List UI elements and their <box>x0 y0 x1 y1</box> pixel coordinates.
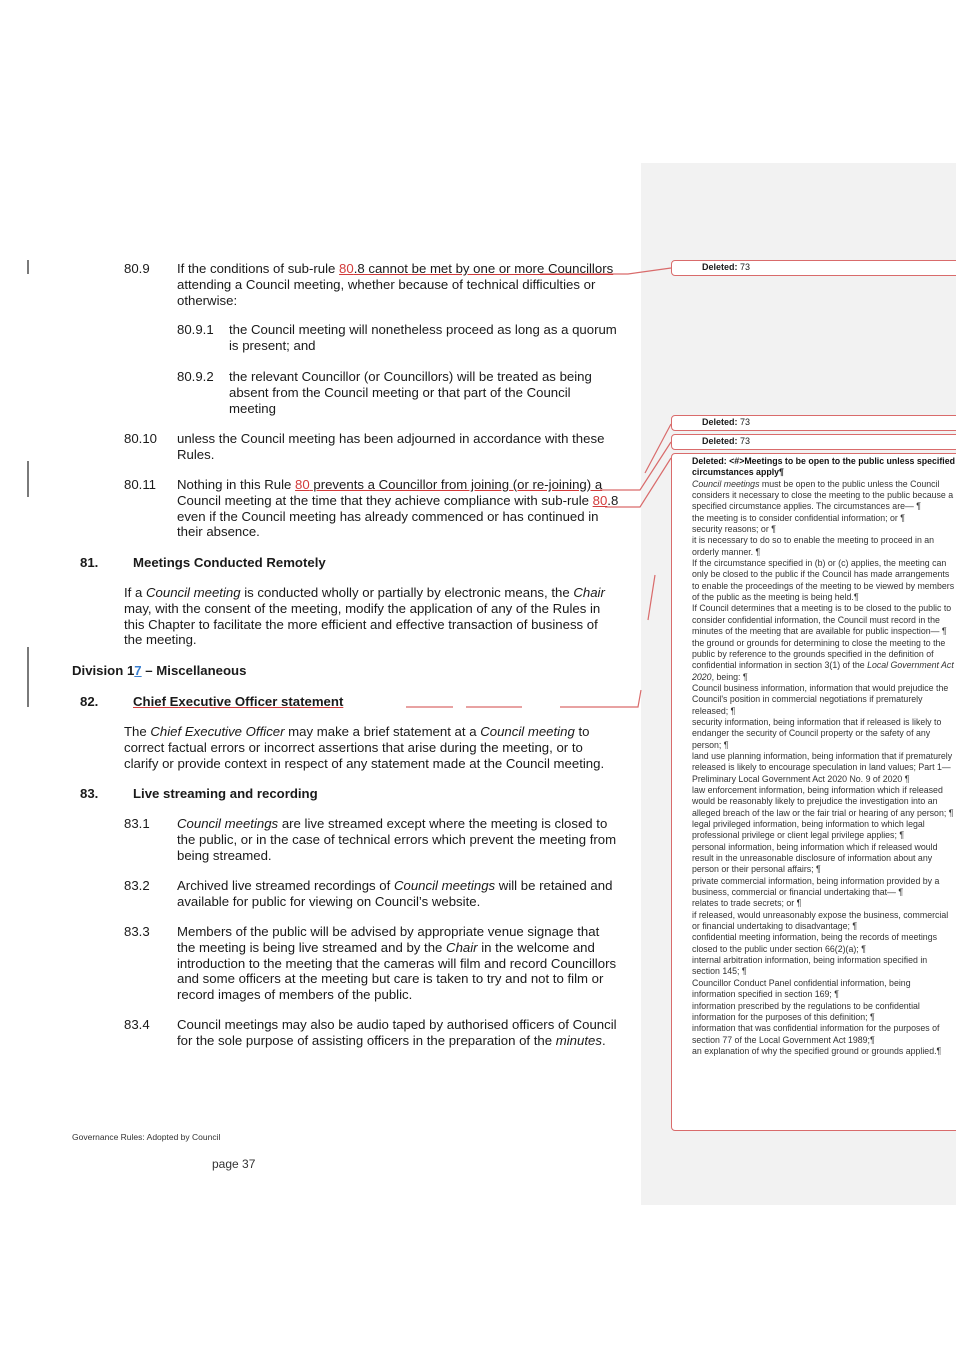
deleted-text: private commercial information, being information provided by a business, commercial or financial undertaking that— ¶ <box>692 875 940 898</box>
deleted-text: land use planning information, being information that if prematurely released is likely to encourage speculation in land values; Part 1—Preliminary Local Government Act 2020 No. 9 of 2020 ¶ <box>692 750 953 784</box>
rule-80-9-1-text <box>229 322 639 354</box>
section-title: Live streaming and recording <box>133 786 318 801</box>
deleted-text: Council business information, information that would prejudice the Council's position in commercial negotiations if prematurely released; ¶ <box>692 682 949 716</box>
deleted-heading: <#>Meetings to be open to the public unless specified circumstances apply¶ <box>692 456 956 478</box>
rule-80-10-text <box>177 431 637 463</box>
rule-83-3-text <box>177 924 637 1003</box>
section-title: Chief Executive Officer statement <box>133 694 344 709</box>
text: to <box>574 724 590 739</box>
text: the relevant Councillor (or Councillors) will be treated as being <box>229 369 592 384</box>
rule-83-2-text <box>177 878 637 910</box>
section-number: 83. <box>80 786 99 801</box>
comment-balloon[interactable] <box>671 415 956 431</box>
text: may make a brief statement at a <box>284 724 481 739</box>
deleted-text: information prescribed by the regulations to be confidential information for the purposes of this definition; ¶ <box>692 1000 920 1022</box>
section-82-text <box>124 724 629 771</box>
footer-title: Governance Rules: Adopted by Council <box>72 1132 221 1142</box>
text: absent from the Council meeting or that part of the Council <box>229 384 571 400</box>
text: attending a Council meeting, whether because of technical difficulties or <box>177 276 596 292</box>
text: is present; and <box>229 337 316 353</box>
deleted-text: 73 <box>740 417 751 427</box>
deleted-text: 73 <box>740 262 751 272</box>
section-number: 81. <box>80 555 99 570</box>
text: .8 <box>607 492 619 508</box>
text: the Council meeting will nonetheless proceed as long as a quorum <box>229 322 617 337</box>
connector-line <box>560 690 641 707</box>
deleted-label: Deleted: <box>702 262 738 272</box>
inserted-text: 80 <box>339 261 354 276</box>
deleted-text: the ground or grounds for determining to close the meeting to the public by reference to the grounds specified in the definition of confidential information in section 3(1) of the <box>692 637 946 671</box>
rule-80-11-text <box>177 477 637 540</box>
rule-83-1-text <box>177 816 637 863</box>
comment-balloon-large[interactable] <box>671 453 956 1131</box>
deleted-label: Deleted: <box>692 456 727 466</box>
rule-number: 83.2 <box>124 878 150 893</box>
deleted-label: Deleted: <box>702 436 738 446</box>
defined-term: Council meeting <box>480 724 575 739</box>
inserted-text: 80 <box>592 492 608 508</box>
rule-number: 83.4 <box>124 1017 150 1032</box>
deleted-text: an explanation of why the specified ground or grounds applied.¶ <box>692 1045 942 1056</box>
defined-term: minutes <box>555 1032 602 1048</box>
defined-term: Local Government Act 2020 <box>692 660 954 682</box>
rule-number: 80.9.2 <box>177 369 214 384</box>
rule-number: 83.3 <box>124 924 150 939</box>
deleted-text: internal arbitration information, being information specified in section 145; ¶ <box>692 955 928 977</box>
defined-term: Council meetings <box>177 816 279 831</box>
text: Archived live streamed recordings of <box>177 878 394 893</box>
text: the meeting. <box>124 632 197 648</box>
section-81-text <box>124 585 629 648</box>
text: available for public for viewing on Council’s website. <box>177 893 481 909</box>
text: Council meeting at the time that they achieve compliance with sub-rule <box>177 492 593 508</box>
deleted-text: Councillor Conduct Panel confidential information, being information specified in section 169; ¶ <box>692 977 911 1000</box>
rule-number: 80.9.1 <box>177 322 214 337</box>
rule-number: 80.11 <box>124 477 157 492</box>
inserted-text: 80 <box>295 477 310 492</box>
text: in the welcome and <box>477 939 595 955</box>
deleted-text: personal information, being information which if released would result in the unreasonable disclosure of information about any person or their personal affairs; ¶ <box>692 841 938 875</box>
text: and some officers at the meeting but care is taken to try and not to film or <box>177 971 604 987</box>
text: Division 1 <box>72 663 135 678</box>
text: . <box>601 1032 606 1048</box>
deleted-text: relates to trade secrets; or ¶ <box>692 898 802 909</box>
text: the meeting is being live streamed and by the <box>177 939 447 955</box>
deleted-text: confidential meeting information, being the records of meetings closed to the public under section 66(2)(a); ¶ <box>692 932 937 954</box>
defined-term: Council meetings <box>393 878 496 893</box>
inserted-text: 7 <box>134 663 142 678</box>
rule-80-9-text <box>177 261 637 308</box>
text: introduction to the meeting that the cameras will film and record Councillors <box>177 955 617 971</box>
rule-80-9-2-text <box>229 369 639 416</box>
deleted-text: information that was confidential information for the purposes of section 77 of the Local Government Act 1989;¶ <box>692 1023 940 1045</box>
text: Rules. <box>177 446 215 462</box>
text: record images of members of the public. <box>177 987 413 1003</box>
text: prevents a Councillor from joining (or re-joining) a <box>309 477 603 492</box>
text: Members of the public will be advised by appropriate venue signage that <box>177 924 600 939</box>
section-title: Meetings Conducted Remotely <box>133 555 326 570</box>
deleted-text: legal privileged information, being information to which legal professional privilege or client legal privilege applies; ¶ <box>692 819 925 841</box>
defined-term: Council meetings <box>692 478 760 489</box>
defined-term: Chief Executive Officer <box>150 724 285 739</box>
text: correct factual errors or incorrect assertions that arise during the meeting, or to <box>124 739 583 755</box>
defined-term: Chair <box>573 585 605 600</box>
connector-line <box>648 575 655 620</box>
defined-term: Council meeting <box>146 585 241 600</box>
text: unless the Council meeting has been adjourned in accordance with these <box>177 431 605 446</box>
division-heading <box>72 663 246 678</box>
deleted-text: law enforcement information, being information which if released would be reasonably likely to prejudice the investigation into an alleged breach of the law or the fair trial or hearing of any person; ¶ <box>692 784 954 818</box>
defined-term: Chair <box>446 939 478 955</box>
text: their absence. <box>177 524 260 540</box>
text: If the conditions of sub-rule <box>177 261 340 276</box>
text: is conducted wholly or partially by electronic means, the <box>240 585 574 600</box>
text: Nothing in this Rule <box>177 477 296 492</box>
page-number: page 37 <box>212 1157 256 1171</box>
text: the public, or in the case of technical errors which prevent the meeting from <box>177 831 617 847</box>
section-number: 82. <box>80 694 99 709</box>
text: meeting <box>229 400 276 416</box>
deleted-text: , being: ¶ <box>711 671 748 682</box>
deleted-text: If the circumstance specified in (b) or (c) applies, the meeting can only be closed to the public if the Council has made arrangements to enable the proceedings of the meeting to be viewed by members of the public as the meeting is being held.¶ <box>692 558 955 603</box>
text: The <box>124 724 151 739</box>
text: even if the Council meeting has already commenced or has continued in <box>177 508 599 524</box>
text: .8 cannot be met by one or more Councillors <box>353 261 614 276</box>
rule-83-4-text <box>177 1017 637 1049</box>
text: are live streamed except where the meeting is closed to <box>278 816 608 831</box>
text: clarify or provide context in respect of any statement made at the Council meeting. <box>124 755 605 771</box>
text: for the sole purpose of assisting officers in the preparation of the <box>177 1032 556 1048</box>
deleted-text: 73 <box>740 436 751 446</box>
deleted-text: must be open to the public unless the Council considers it necessary to close the meeting to the public because a specified circumstance applies. The circumstances are— ¶ <box>692 478 954 512</box>
deleted-text: if released, would unreasonably expose the business, commercial or financial undertaking to disadvantage; ¶ <box>692 909 949 932</box>
text: will be retained and <box>495 878 613 893</box>
deleted-text: If Council determines that a meeting is to be closed to the public to consider confidential information, the Council must record in the minutes of the meeting that are available for public inspection— ¶ <box>692 603 952 637</box>
comment-balloon[interactable] <box>671 260 956 276</box>
text: otherwise: <box>177 292 238 308</box>
rule-number: 83.1 <box>124 816 150 831</box>
text: – Miscellaneous <box>141 663 247 678</box>
deleted-text: it is necessary to do so to enable the meeting to proceed in an orderly manner. ¶ <box>692 535 935 557</box>
rule-number: 80.10 <box>124 431 158 446</box>
deleted-text: security information, being information that if released is likely to endanger the security of Council property or the safety of any person; ¶ <box>692 716 942 750</box>
text: If a <box>124 585 146 600</box>
text: may, with the consent of the meeting, modify the application of any of the Rules in <box>124 600 601 616</box>
deleted-label: Deleted: <box>702 417 738 427</box>
text: this Chapter to facilitate the more efficient and effective transaction of business of <box>124 616 598 632</box>
text: Council meetings may also be audio taped by authorised officers of Council <box>177 1017 617 1032</box>
rule-number: 80.9 <box>124 261 150 276</box>
deleted-text: the meeting is to consider confidential information; or ¶ <box>692 512 906 523</box>
deleted-text: security reasons; or ¶ <box>692 524 776 535</box>
comment-balloon[interactable] <box>671 434 956 450</box>
text: being streamed. <box>177 847 272 863</box>
